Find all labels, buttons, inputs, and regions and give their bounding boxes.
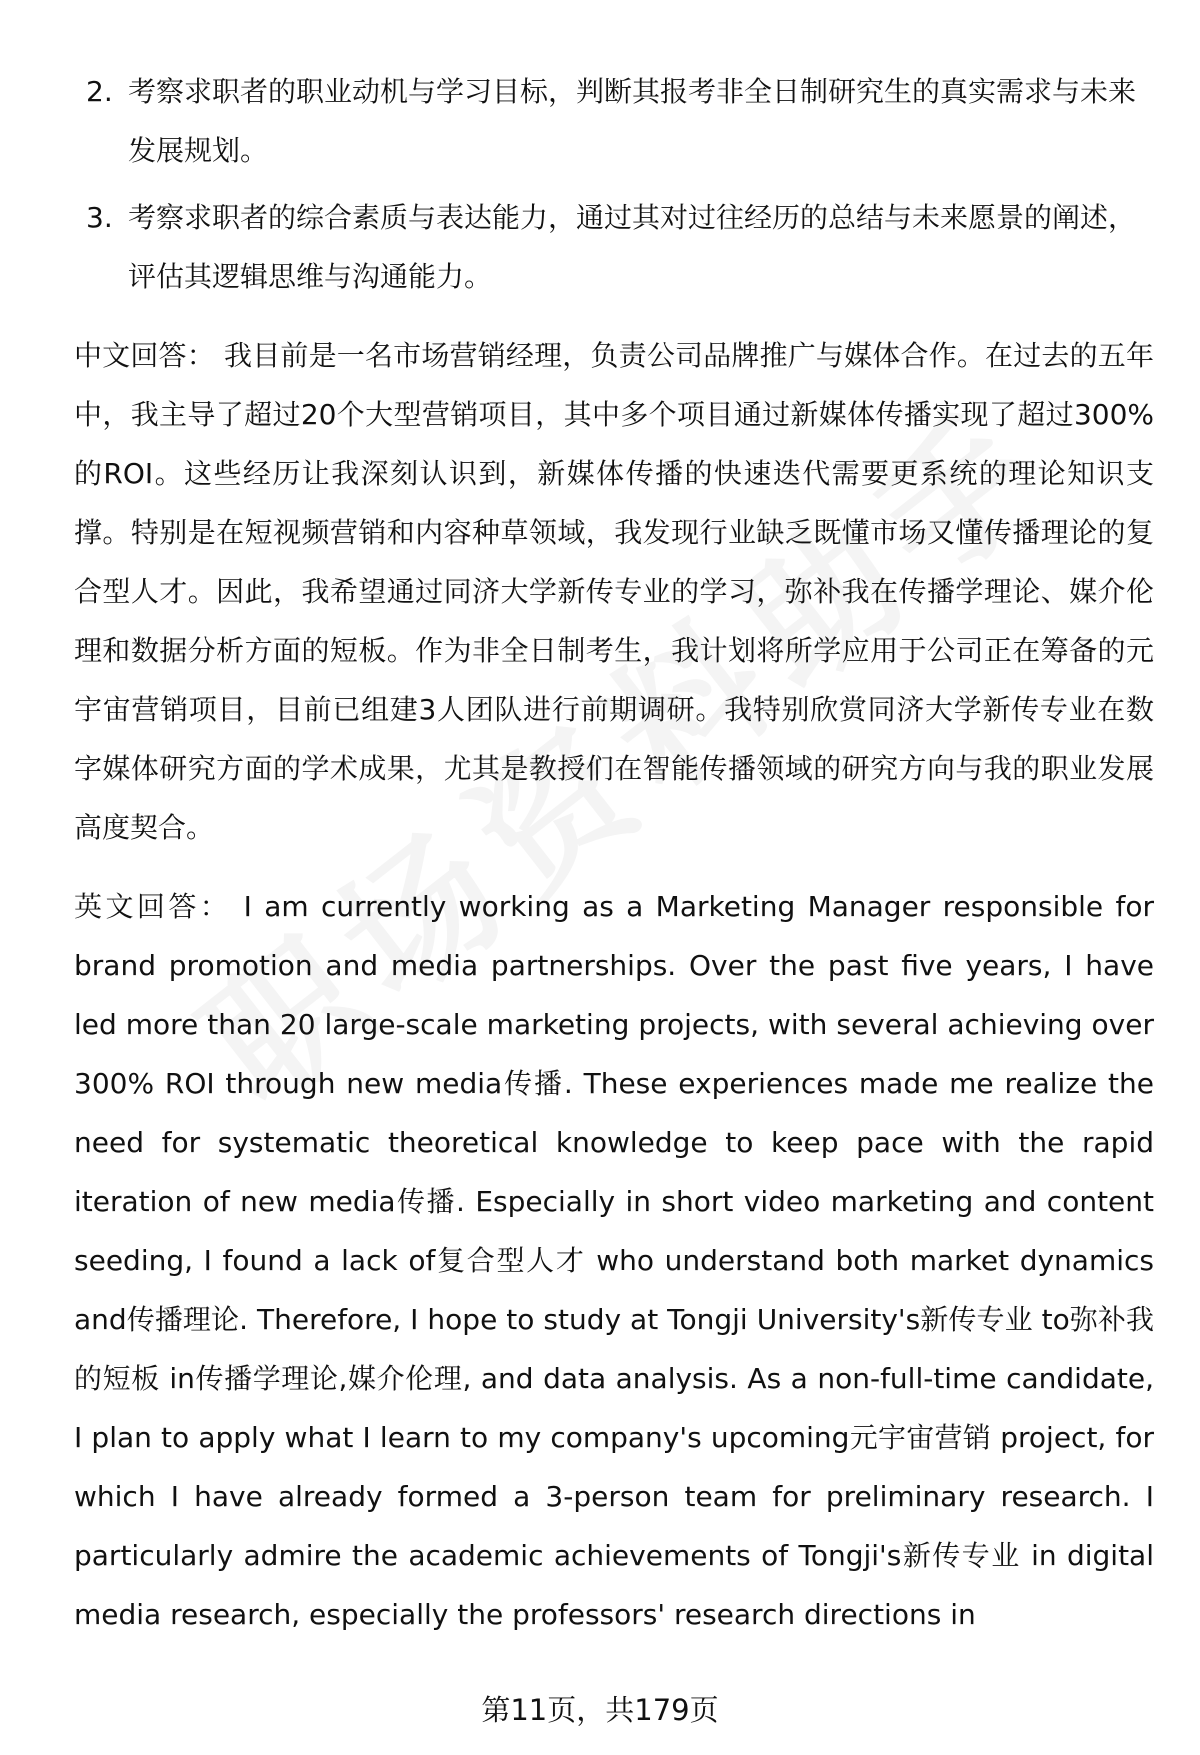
list-item-text: 考察求职者的综合素质与表达能力，通过其对过往经历的总结与未来愿景的阐述，评估其逻辑思维与沟通能力。 bbox=[128, 201, 1137, 293]
page-content bbox=[74, 62, 1154, 1644]
english-answer-paragraph bbox=[74, 877, 1154, 1644]
english-answer-text: I am currently working as a Marketing Manager responsible for brand promotion and media partnerships. Over the past five years, I have led more than 20 large-scale marketing projects, with several achieving over 300% ROI through new media传播. These experiences made me realize the need for systematic theoretical knowledge to keep pace with the rapid iteration of new media传播. Especially in short video marketing and content seeding, I found a lack of复合型人才 who understand both market dynamics and传播理论. Therefore, I hope to study at Tongji University's新传专业 to弥补我的短板 in传播学理论,媒介伦理, and data analysis. As a non-full-time candidate, I plan to apply what I learn to my company's upcoming元宇宙营销 project, for which I have already formed a 3-person team for preliminary research. I particularly admire the academic achievements of Tongji's新传专业 in digital media research, especially the professors' research directions in bbox=[74, 890, 1154, 1631]
list-item bbox=[74, 188, 1154, 306]
list-item bbox=[74, 62, 1154, 180]
list-item-number: 3. bbox=[86, 201, 113, 234]
chinese-answer-text: 我目前是一名市场营销经理，负责公司品牌推广与媒体合作。在过去的五年中，我主导了超过20个大型营销项目，其中多个项目通过新媒体传播实现了超过300%的ROI。这些经历让我深刻认识到，新媒体传播的快速迭代需要更系统的理论知识支撑。特别是在短视频营销和内容种草领域，我发现行业缺乏既懂市场又懂传播理论的复合型人才。因此，我希望通过同济大学新传专业的学习，弥补我在传播学理论、媒介伦理和数据分析方面的短板。作为非全日制考生，我计划将所学应用于公司正在筹备的元宇宙营销项目，目前已组建3人团队进行前期调研。我特别欣赏同济大学新传专业在数字媒体研究方面的学术成果，尤其是教授们在智能传播领域的研究方向与我的职业发展高度契合。 bbox=[74, 339, 1154, 844]
page-indicator: 第11页，共179页 bbox=[481, 1693, 719, 1727]
list-item-number: 2. bbox=[86, 75, 113, 108]
list-item-text: 考察求职者的职业动机与学习目标，判断其报考非全日制研究生的真实需求与未来发展规划。 bbox=[128, 75, 1137, 167]
page-footer bbox=[0, 1690, 1200, 1730]
chinese-answer-paragraph bbox=[74, 326, 1154, 857]
question-list bbox=[74, 62, 1154, 306]
english-answer-label: 英文回答： bbox=[74, 890, 232, 923]
chinese-answer-label: 中文回答： bbox=[74, 339, 215, 372]
